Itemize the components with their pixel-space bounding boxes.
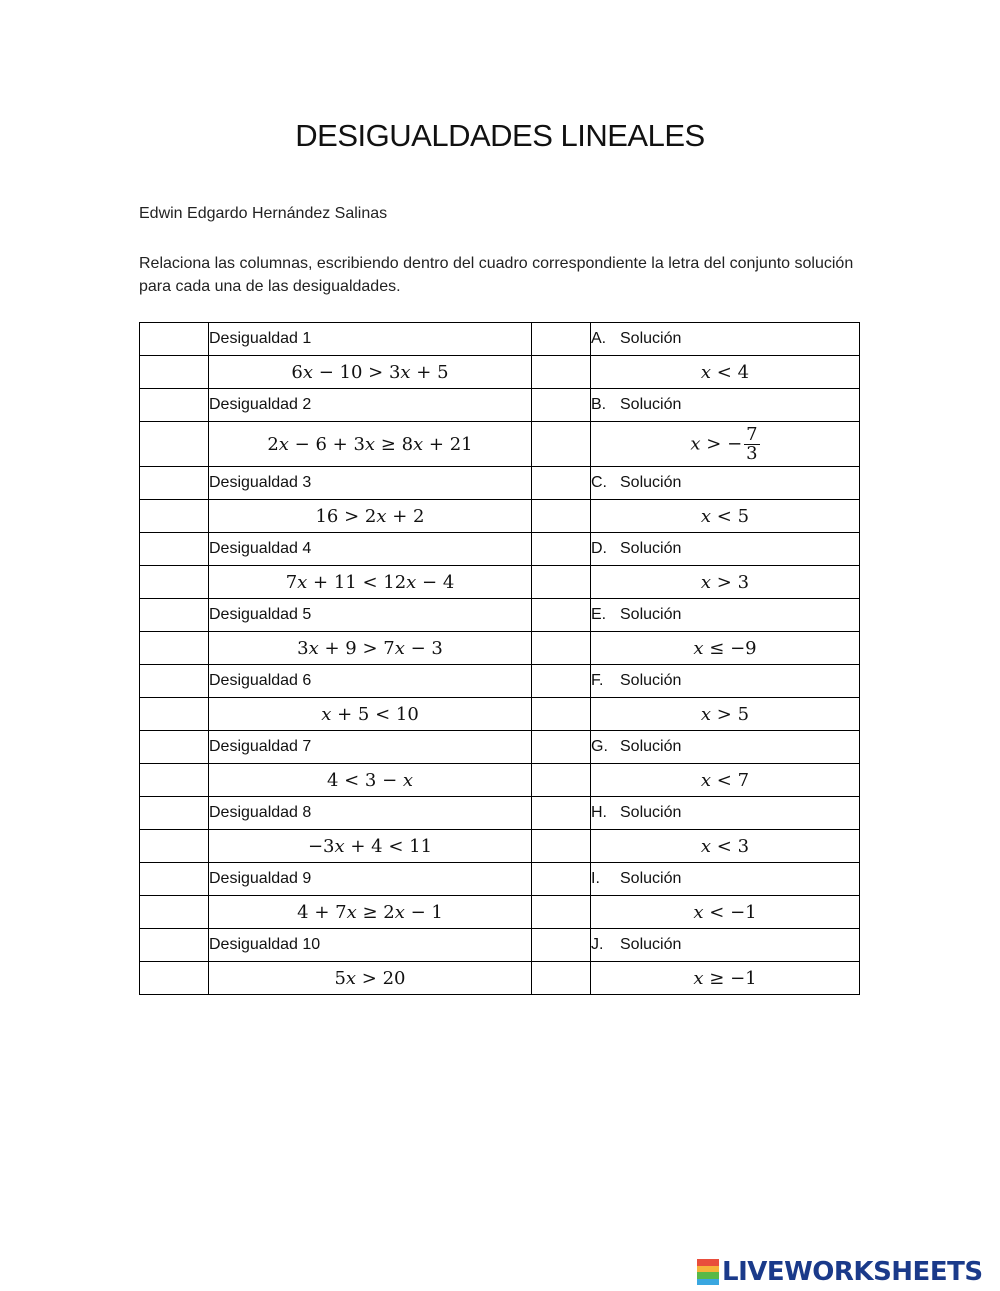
inequality-expression-row — [140, 764, 860, 797]
solution-label — [591, 533, 860, 566]
logo-text: LIVEWORKSHEETS — [722, 1257, 983, 1287]
inequality-header-row — [140, 731, 860, 764]
inequality-label: Desigualdad 1 — [209, 323, 532, 356]
solution-word: Solución — [620, 330, 682, 347]
solution-expression — [591, 500, 860, 533]
inequality-header-row — [140, 665, 860, 698]
answer-box[interactable] — [140, 797, 209, 830]
inequality-label: Desigualdad 8 — [209, 797, 532, 830]
solution-set: 𝑥 < 4 — [700, 361, 750, 383]
inequality-header-row — [140, 797, 860, 830]
solution-set: 𝑥 < 3 — [700, 835, 750, 857]
spacer-box — [532, 962, 591, 995]
answer-box[interactable] — [140, 665, 209, 698]
answer-box[interactable] — [140, 698, 209, 731]
inequality-label: Desigualdad 2 — [209, 389, 532, 422]
spacer-box — [532, 389, 591, 422]
answer-box[interactable] — [140, 830, 209, 863]
solution-word: Solución — [620, 540, 682, 557]
inequality-expression: 16 > 2𝑥 + 2 — [209, 500, 532, 533]
answer-box[interactable] — [140, 896, 209, 929]
spacer-box — [532, 632, 591, 665]
solution-label — [591, 863, 860, 896]
inequality-expression: 3𝑥 + 9 > 7𝑥 − 3 — [209, 632, 532, 665]
spacer-box — [532, 422, 591, 467]
solution-expression — [591, 356, 860, 389]
solution-letter: H. — [591, 804, 607, 821]
inequality-expression-row — [140, 830, 860, 863]
solution-letter: B. — [591, 396, 607, 413]
answer-box[interactable] — [140, 422, 209, 467]
page-title: DESIGUALDADES LINEALES — [295, 118, 705, 153]
inequality-label: Desigualdad 6 — [209, 665, 532, 698]
solution-word: Solución — [620, 672, 682, 689]
solution-set: 𝑥 > 5 — [700, 703, 750, 725]
solution-letter: G. — [591, 738, 608, 755]
solution-set: 𝑥 > 3 — [700, 571, 750, 593]
inequality-header-row — [140, 929, 860, 962]
matching-table — [139, 322, 860, 995]
inequality-expression-row — [140, 356, 860, 389]
spacer-box — [532, 599, 591, 632]
solution-word: Solución — [620, 606, 682, 623]
inequality-header-row — [140, 533, 860, 566]
inequality-label: Desigualdad 9 — [209, 863, 532, 896]
inequality-label: Desigualdad 5 — [209, 599, 532, 632]
spacer-box — [532, 797, 591, 830]
inequality-expression-row — [140, 566, 860, 599]
inequality-expression-row — [140, 632, 860, 665]
fraction-numerator: 7 — [746, 423, 758, 445]
solution-expression — [591, 632, 860, 665]
solution-expression — [591, 896, 860, 929]
spacer-box — [532, 698, 591, 731]
solution-expression — [591, 962, 860, 995]
solution-label — [591, 389, 860, 422]
solution-expression — [591, 764, 860, 797]
spacer-box — [532, 323, 591, 356]
answer-box[interactable] — [140, 863, 209, 896]
solution-label — [591, 665, 860, 698]
inequality-expression: 2𝑥 − 6 + 3𝑥 ≥ 8𝑥 + 21 — [209, 422, 532, 467]
inequality-header-row — [140, 863, 860, 896]
fraction — [744, 423, 759, 464]
spacer-box — [532, 731, 591, 764]
solution-letter: F. — [591, 672, 604, 689]
answer-box[interactable] — [140, 356, 209, 389]
solution-letter: D. — [591, 540, 607, 557]
solution-label — [591, 929, 860, 962]
inequality-expression-row — [140, 422, 860, 467]
spacer-box — [532, 665, 591, 698]
inequality-label: Desigualdad 10 — [209, 929, 532, 962]
inequality-header-row — [140, 599, 860, 632]
spacer-box — [532, 356, 591, 389]
solution-word: Solución — [620, 870, 682, 887]
solution-word: Solución — [620, 474, 682, 491]
inequality-label: Desigualdad 4 — [209, 533, 532, 566]
solution-set: 𝑥 ≥ −1 — [693, 967, 757, 989]
answer-box[interactable] — [140, 632, 209, 665]
inequality-expression-row — [140, 962, 860, 995]
solution-expression — [591, 830, 860, 863]
answer-box[interactable] — [140, 962, 209, 995]
solution-set: 𝑥 > − — [690, 433, 743, 454]
spacer-box — [532, 764, 591, 797]
inequality-expression: 6𝑥 − 10 > 3𝑥 + 5 — [209, 356, 532, 389]
spacer-box — [532, 566, 591, 599]
answer-box[interactable] — [140, 500, 209, 533]
solution-letter: J. — [591, 936, 604, 953]
solution-label — [591, 731, 860, 764]
answer-box[interactable] — [140, 467, 209, 500]
solution-expression — [591, 698, 860, 731]
answer-box[interactable] — [140, 599, 209, 632]
inequality-header-row — [140, 389, 860, 422]
solution-letter: C. — [591, 474, 607, 491]
fraction-denominator: 3 — [746, 442, 758, 464]
inequality-label: Desigualdad 3 — [209, 467, 532, 500]
author-name: Edwin Edgardo Hernández Salinas — [139, 205, 388, 222]
answer-box[interactable] — [140, 389, 209, 422]
solution-letter: I. — [591, 870, 600, 887]
solution-label — [591, 467, 860, 500]
inequality-label: Desigualdad 7 — [209, 731, 532, 764]
spacer-box — [532, 500, 591, 533]
answer-box[interactable] — [140, 929, 209, 962]
solution-expression — [591, 422, 860, 467]
answer-box[interactable] — [140, 731, 209, 764]
solution-word: Solución — [620, 738, 682, 755]
inequality-expression-row — [140, 698, 860, 731]
spacer-box — [532, 830, 591, 863]
solution-set: 𝑥 ≤ −9 — [693, 637, 757, 659]
inequality-header-row — [140, 467, 860, 500]
solution-label — [591, 599, 860, 632]
inequality-expression-row — [140, 500, 860, 533]
inequality-expression-row — [140, 896, 860, 929]
solution-set: 𝑥 < 5 — [700, 505, 750, 527]
inequality-expression: 5𝑥 > 20 — [209, 962, 532, 995]
logo-blocks-icon — [697, 1259, 719, 1285]
answer-box[interactable] — [140, 764, 209, 797]
solution-expression — [591, 566, 860, 599]
answer-box[interactable] — [140, 566, 209, 599]
spacer-box — [532, 467, 591, 500]
answer-box[interactable] — [140, 323, 209, 356]
solution-letter: E. — [591, 606, 607, 623]
inequality-expression: 7𝑥 + 11 < 12𝑥 − 4 — [209, 566, 532, 599]
solution-label — [591, 797, 860, 830]
instructions: Relaciona las columnas, escribiendo dentro del cuadro correspondiente la letra del conjunto solución para cada una de las desigualdades. — [139, 255, 854, 295]
spacer-box — [532, 533, 591, 566]
solution-letter: A. — [591, 330, 607, 347]
solution-set: 𝑥 < −1 — [693, 901, 757, 923]
inequality-header-row — [140, 323, 860, 356]
answer-box[interactable] — [140, 533, 209, 566]
solution-word: Solución — [620, 936, 682, 953]
inequality-expression: 𝑥 + 5 < 10 — [209, 698, 532, 731]
spacer-box — [532, 929, 591, 962]
inequality-expression: 4 + 7𝑥 ≥ 2𝑥 − 1 — [209, 896, 532, 929]
inequality-expression: 4 < 3 − 𝑥 — [209, 764, 532, 797]
solution-word: Solución — [620, 804, 682, 821]
solution-label — [591, 323, 860, 356]
liveworksheets-logo — [697, 1257, 983, 1287]
solution-word: Solución — [620, 396, 682, 413]
spacer-box — [532, 863, 591, 896]
spacer-box — [532, 896, 591, 929]
inequality-expression: −3𝑥 + 4 < 11 — [209, 830, 532, 863]
solution-set: 𝑥 < 7 — [700, 769, 750, 791]
